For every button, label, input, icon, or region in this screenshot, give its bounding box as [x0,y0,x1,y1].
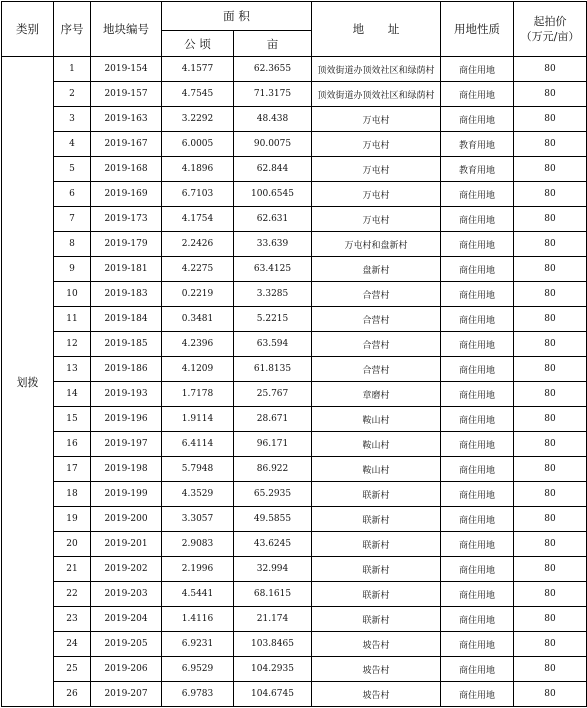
mu-cell: 103.8465 [234,632,312,657]
hectare-cell: 1.7178 [162,382,234,407]
start-price-cell: 80 [514,507,587,532]
seq-cell: 8 [54,232,91,257]
address-cell: 坡告村 [312,632,441,657]
land-use-cell: 商住用地 [441,332,514,357]
address-cell: 联新村 [312,557,441,582]
parcel-code-cell: 2019-167 [91,132,162,157]
start-price-cell: 80 [514,632,587,657]
header-start-price-line1: 起拍价 [533,15,567,28]
start-price-cell: 80 [514,357,587,382]
seq-cell: 9 [54,257,91,282]
table-row [2,657,587,682]
land-use-cell: 商住用地 [441,357,514,382]
hectare-cell: 4.1209 [162,357,234,382]
table-row [2,532,587,557]
address-cell: 顶效街道办顶效社区和绿荫村 [312,57,441,82]
land-use-cell: 教育用地 [441,157,514,182]
parcel-code-cell: 2019-197 [91,432,162,457]
mu-cell: 68.1615 [234,582,312,607]
mu-cell: 65.2935 [234,482,312,507]
parcel-code-cell: 2019-183 [91,282,162,307]
land-use-cell: 商住用地 [441,657,514,682]
hectare-cell: 6.4114 [162,432,234,457]
mu-cell: 96.171 [234,432,312,457]
land-use-cell: 教育用地 [441,132,514,157]
seq-cell: 16 [54,432,91,457]
address-cell: 坡告村 [312,657,441,682]
land-use-cell: 商住用地 [441,507,514,532]
header-mu: 亩 [234,31,312,57]
table-row [2,407,587,432]
parcel-code-cell: 2019-186 [91,357,162,382]
seq-cell: 12 [54,332,91,357]
table-row [2,82,587,107]
parcel-code-cell: 2019-169 [91,182,162,207]
start-price-cell: 80 [514,107,587,132]
address-cell: 联新村 [312,482,441,507]
start-price-cell: 80 [514,157,587,182]
mu-cell: 71.3175 [234,82,312,107]
hectare-cell: 2.1996 [162,557,234,582]
category-cell: 划拨 [2,57,54,707]
header-address: 地 址 [312,2,441,57]
parcel-code-cell: 2019-168 [91,157,162,182]
address-cell: 万屯村 [312,157,441,182]
table-row [2,107,587,132]
seq-cell: 26 [54,682,91,707]
parcel-code-cell: 2019-184 [91,307,162,332]
mu-cell: 33.639 [234,232,312,257]
land-use-cell: 商住用地 [441,682,514,707]
seq-cell: 7 [54,207,91,232]
seq-cell: 14 [54,382,91,407]
mu-cell: 25.767 [234,382,312,407]
start-price-cell: 80 [514,332,587,357]
start-price-cell: 80 [514,682,587,707]
seq-cell: 25 [54,657,91,682]
address-cell: 合营村 [312,307,441,332]
seq-cell: 6 [54,182,91,207]
table-row [2,257,587,282]
mu-cell: 49.5855 [234,507,312,532]
table-row [2,132,587,157]
parcel-code-cell: 2019-200 [91,507,162,532]
address-cell: 合营村 [312,332,441,357]
header-parcel-no: 地块编号 [91,2,162,57]
land-use-cell: 商住用地 [441,107,514,132]
mu-cell: 86.922 [234,457,312,482]
hectare-cell: 0.3481 [162,307,234,332]
parcel-code-cell: 2019-154 [91,57,162,82]
hectare-cell: 4.5441 [162,582,234,607]
mu-cell: 32.994 [234,557,312,582]
parcel-code-cell: 2019-181 [91,257,162,282]
address-cell: 联新村 [312,507,441,532]
seq-cell: 13 [54,357,91,382]
table-row [2,357,587,382]
seq-cell: 10 [54,282,91,307]
start-price-cell: 80 [514,382,587,407]
address-cell: 万屯村 [312,182,441,207]
hectare-cell: 4.1577 [162,57,234,82]
mu-cell: 104.6745 [234,682,312,707]
parcel-code-cell: 2019-205 [91,632,162,657]
parcel-code-cell: 2019-202 [91,557,162,582]
parcel-code-cell: 2019-199 [91,482,162,507]
hectare-cell: 2.9083 [162,532,234,557]
hectare-cell: 4.2396 [162,332,234,357]
mu-cell: 104.2935 [234,657,312,682]
address-cell: 万屯村和盘新村 [312,232,441,257]
address-cell: 联新村 [312,582,441,607]
start-price-cell: 80 [514,132,587,157]
seq-cell: 4 [54,132,91,157]
seq-cell: 21 [54,557,91,582]
parcel-code-cell: 2019-201 [91,532,162,557]
hectare-cell: 3.2292 [162,107,234,132]
hectare-cell: 4.2275 [162,257,234,282]
land-use-cell: 商住用地 [441,407,514,432]
address-cell: 盘新村 [312,257,441,282]
table-row [2,332,587,357]
land-use-cell: 商住用地 [441,232,514,257]
start-price-cell: 80 [514,582,587,607]
start-price-cell: 80 [514,57,587,82]
hectare-cell: 4.7545 [162,82,234,107]
hectare-cell: 4.3529 [162,482,234,507]
table-header [2,2,587,57]
parcel-code-cell: 2019-207 [91,682,162,707]
mu-cell: 100.6545 [234,182,312,207]
seq-cell: 11 [54,307,91,332]
land-use-cell: 商住用地 [441,182,514,207]
table-row [2,182,587,207]
parcel-code-cell: 2019-185 [91,332,162,357]
table-row [2,457,587,482]
table-row [2,307,587,332]
start-price-cell: 80 [514,257,587,282]
mu-cell: 62.631 [234,207,312,232]
land-use-cell: 商住用地 [441,257,514,282]
address-cell: 万屯村 [312,132,441,157]
hectare-cell: 3.3057 [162,507,234,532]
mu-cell: 3.3285 [234,282,312,307]
address-cell: 联新村 [312,607,441,632]
table-row [2,582,587,607]
land-use-cell: 商住用地 [441,382,514,407]
start-price-cell: 80 [514,457,587,482]
address-cell: 万屯村 [312,107,441,132]
start-price-cell: 80 [514,532,587,557]
hectare-cell: 6.0005 [162,132,234,157]
parcel-code-cell: 2019-163 [91,107,162,132]
address-cell: 合营村 [312,282,441,307]
parcel-code-cell: 2019-198 [91,457,162,482]
address-cell: 坡告村 [312,682,441,707]
start-price-cell: 80 [514,307,587,332]
header-seq: 序号 [54,2,91,57]
hectare-cell: 0.2219 [162,282,234,307]
address-cell: 顶效街道办顶效社区和绿荫村 [312,82,441,107]
seq-cell: 23 [54,607,91,632]
land-use-cell: 商住用地 [441,632,514,657]
mu-cell: 63.4125 [234,257,312,282]
land-use-cell: 商住用地 [441,207,514,232]
table-row [2,632,587,657]
seq-cell: 2 [54,82,91,107]
land-use-cell: 商住用地 [441,432,514,457]
address-cell: 鞍山村 [312,432,441,457]
address-cell: 联新村 [312,532,441,557]
hectare-cell: 6.9231 [162,632,234,657]
hectare-cell: 4.1896 [162,157,234,182]
hectare-cell: 5.7948 [162,457,234,482]
land-parcel-table [1,1,587,707]
mu-cell: 62.3655 [234,57,312,82]
table-row [2,682,587,707]
table-row [2,232,587,257]
mu-cell: 90.0075 [234,132,312,157]
land-use-cell: 商住用地 [441,482,514,507]
seq-cell: 17 [54,457,91,482]
start-price-cell: 80 [514,82,587,107]
mu-cell: 63.594 [234,332,312,357]
parcel-code-cell: 2019-157 [91,82,162,107]
land-use-cell: 商住用地 [441,457,514,482]
land-use-cell: 商住用地 [441,557,514,582]
table-row [2,282,587,307]
seq-cell: 3 [54,107,91,132]
table-row [2,557,587,582]
header-area: 面 积 [162,2,312,31]
hectare-cell: 4.1754 [162,207,234,232]
table-row [2,207,587,232]
table-body [2,57,587,707]
start-price-cell: 80 [514,607,587,632]
mu-cell: 21.174 [234,607,312,632]
parcel-code-cell: 2019-203 [91,582,162,607]
start-price-cell: 80 [514,232,587,257]
mu-cell: 62.844 [234,157,312,182]
seq-cell: 15 [54,407,91,432]
hectare-cell: 6.9783 [162,682,234,707]
parcel-code-cell: 2019-179 [91,232,162,257]
land-use-cell: 商住用地 [441,607,514,632]
table-row [2,157,587,182]
parcel-code-cell: 2019-193 [91,382,162,407]
seq-cell: 22 [54,582,91,607]
land-use-cell: 商住用地 [441,582,514,607]
hectare-cell: 6.7103 [162,182,234,207]
land-use-cell: 商住用地 [441,282,514,307]
land-use-cell: 商住用地 [441,57,514,82]
mu-cell: 48.438 [234,107,312,132]
mu-cell: 43.6245 [234,532,312,557]
header-start-price-line2: （万元/亩） [520,30,580,43]
seq-cell: 19 [54,507,91,532]
table-row [2,607,587,632]
start-price-cell: 80 [514,407,587,432]
hectare-cell: 1.4116 [162,607,234,632]
parcel-code-cell: 2019-196 [91,407,162,432]
table-row [2,507,587,532]
address-cell: 万屯村 [312,207,441,232]
table-row [2,382,587,407]
start-price-cell: 80 [514,282,587,307]
land-use-cell: 商住用地 [441,82,514,107]
start-price-cell: 80 [514,432,587,457]
seq-cell: 1 [54,57,91,82]
header-hectare: 公 顷 [162,31,234,57]
hectare-cell: 2.2426 [162,232,234,257]
parcel-code-cell: 2019-204 [91,607,162,632]
address-cell: 鞍山村 [312,457,441,482]
seq-cell: 18 [54,482,91,507]
hectare-cell: 1.9114 [162,407,234,432]
start-price-cell: 80 [514,182,587,207]
header-start-price [514,2,587,57]
parcel-code-cell: 2019-173 [91,207,162,232]
table-row [2,482,587,507]
mu-cell: 5.2215 [234,307,312,332]
header-land-use: 用地性质 [441,2,514,57]
seq-cell: 5 [54,157,91,182]
header-category: 类别 [2,2,54,57]
table-row [2,57,587,82]
land-use-cell: 商住用地 [441,307,514,332]
parcel-code-cell: 2019-206 [91,657,162,682]
address-cell: 鞍山村 [312,407,441,432]
mu-cell: 61.8135 [234,357,312,382]
start-price-cell: 80 [514,482,587,507]
start-price-cell: 80 [514,207,587,232]
start-price-cell: 80 [514,657,587,682]
seq-cell: 20 [54,532,91,557]
address-cell: 章磨村 [312,382,441,407]
start-price-cell: 80 [514,557,587,582]
seq-cell: 24 [54,632,91,657]
hectare-cell: 6.9529 [162,657,234,682]
table-row [2,432,587,457]
address-cell: 合营村 [312,357,441,382]
land-use-cell: 商住用地 [441,532,514,557]
mu-cell: 28.671 [234,407,312,432]
